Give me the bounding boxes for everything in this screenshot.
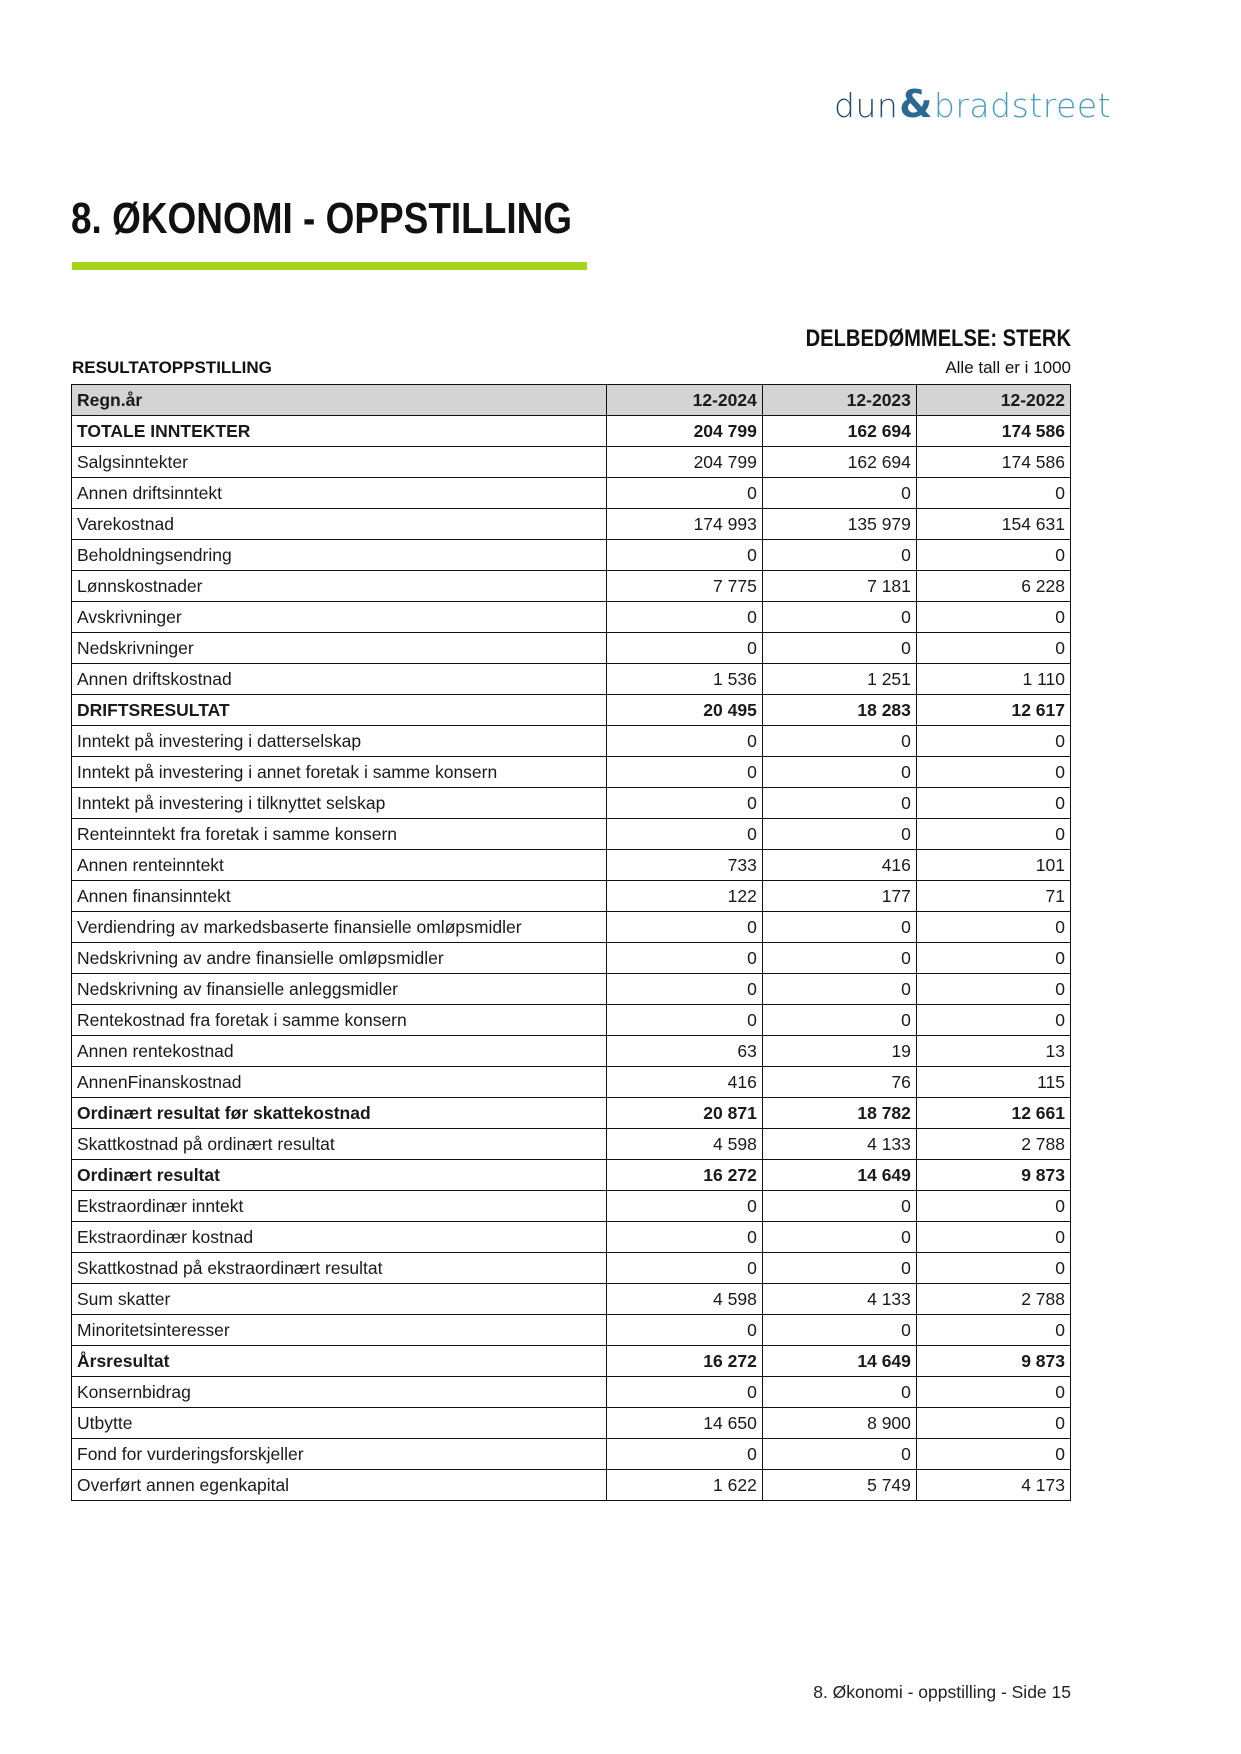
row-value: 20 495 bbox=[606, 695, 762, 726]
table-row bbox=[72, 695, 1071, 726]
table-row bbox=[72, 1036, 1071, 1067]
table-row bbox=[72, 1346, 1071, 1377]
row-value: 204 799 bbox=[606, 416, 762, 447]
row-value: 7 181 bbox=[762, 571, 916, 602]
header-year: 12-2024 bbox=[606, 385, 762, 416]
row-value: 20 871 bbox=[606, 1098, 762, 1129]
table-row bbox=[72, 1470, 1071, 1501]
row-value: 0 bbox=[916, 974, 1070, 1005]
logo-text-bradstreet: bradstreet bbox=[933, 86, 1112, 125]
row-value: 416 bbox=[606, 1067, 762, 1098]
page-footer: 8. Økonomi - oppstilling - Side 15 bbox=[813, 1682, 1071, 1702]
row-value: 76 bbox=[762, 1067, 916, 1098]
row-label: Varekostnad bbox=[72, 509, 607, 540]
row-value: 0 bbox=[606, 633, 762, 664]
row-value: 162 694 bbox=[762, 447, 916, 478]
row-value: 5 749 bbox=[762, 1470, 916, 1501]
row-label: Utbytte bbox=[72, 1408, 607, 1439]
row-value: 0 bbox=[762, 1191, 916, 1222]
row-value: 177 bbox=[762, 881, 916, 912]
row-value: 14 649 bbox=[762, 1346, 916, 1377]
row-value: 0 bbox=[606, 788, 762, 819]
row-value: 0 bbox=[606, 1439, 762, 1470]
row-label: Ordinært resultat før skattekostnad bbox=[72, 1098, 607, 1129]
table-row bbox=[72, 788, 1071, 819]
row-value: 122 bbox=[606, 881, 762, 912]
row-label: Overført annen egenkapital bbox=[72, 1470, 607, 1501]
row-value: 0 bbox=[916, 726, 1070, 757]
row-label: Skattkostnad på ekstraordinært resultat bbox=[72, 1253, 607, 1284]
row-value: 4 598 bbox=[606, 1284, 762, 1315]
row-label: Inntekt på investering i datterselskap bbox=[72, 726, 607, 757]
row-value: 0 bbox=[762, 1253, 916, 1284]
row-value: 0 bbox=[916, 1315, 1070, 1346]
row-value: 0 bbox=[916, 1408, 1070, 1439]
table-row bbox=[72, 602, 1071, 633]
dun-bradstreet-logo bbox=[834, 82, 1111, 126]
row-value: 0 bbox=[606, 1005, 762, 1036]
row-label: Minoritetsinteresser bbox=[72, 1315, 607, 1346]
header-year: 12-2023 bbox=[762, 385, 916, 416]
row-label: Ekstraordinær inntekt bbox=[72, 1191, 607, 1222]
row-value: 6 228 bbox=[916, 571, 1070, 602]
row-value: 115 bbox=[916, 1067, 1070, 1098]
table-row bbox=[72, 1160, 1071, 1191]
table-row bbox=[72, 1284, 1071, 1315]
table-row bbox=[72, 416, 1071, 447]
row-label: DRIFTSRESULTAT bbox=[72, 695, 607, 726]
row-label: Nedskrivning av finansielle anleggsmidler bbox=[72, 974, 607, 1005]
row-value: 0 bbox=[762, 1222, 916, 1253]
row-label: Avskrivninger bbox=[72, 602, 607, 633]
table-row bbox=[72, 1253, 1071, 1284]
row-label: AnnenFinanskostnad bbox=[72, 1067, 607, 1098]
row-value: 0 bbox=[606, 819, 762, 850]
row-value: 1 251 bbox=[762, 664, 916, 695]
row-value: 18 283 bbox=[762, 695, 916, 726]
row-value: 0 bbox=[762, 974, 916, 1005]
page-title: 8. ØKONOMI - OPPSTILLING bbox=[71, 194, 573, 243]
row-value: 14 650 bbox=[606, 1408, 762, 1439]
row-value: 0 bbox=[762, 819, 916, 850]
row-label: Sum skatter bbox=[72, 1284, 607, 1315]
row-value: 0 bbox=[916, 943, 1070, 974]
row-label: Inntekt på investering i tilknyttet selskap bbox=[72, 788, 607, 819]
row-value: 0 bbox=[916, 633, 1070, 664]
table-row bbox=[72, 1067, 1071, 1098]
row-value: 0 bbox=[762, 1315, 916, 1346]
section-title: RESULTATOPPSTILLING bbox=[72, 358, 272, 377]
table-row bbox=[72, 881, 1071, 912]
row-label: Ekstraordinær kostnad bbox=[72, 1222, 607, 1253]
table-row bbox=[72, 819, 1071, 850]
table-row bbox=[72, 664, 1071, 695]
row-value: 7 775 bbox=[606, 571, 762, 602]
row-label: Annen renteinntekt bbox=[72, 850, 607, 881]
row-value: 18 782 bbox=[762, 1098, 916, 1129]
row-value: 0 bbox=[916, 1377, 1070, 1408]
row-value: 14 649 bbox=[762, 1160, 916, 1191]
header-year: 12-2022 bbox=[916, 385, 1070, 416]
table-row bbox=[72, 1439, 1071, 1470]
row-value: 1 622 bbox=[606, 1470, 762, 1501]
row-value: 9 873 bbox=[916, 1346, 1070, 1377]
table-row bbox=[72, 757, 1071, 788]
row-value: 0 bbox=[606, 478, 762, 509]
table-row bbox=[72, 633, 1071, 664]
table-row bbox=[72, 1408, 1071, 1439]
row-label: Beholdningsendring bbox=[72, 540, 607, 571]
row-value: 162 694 bbox=[762, 416, 916, 447]
row-value: 0 bbox=[916, 819, 1070, 850]
row-label: Lønnskostnader bbox=[72, 571, 607, 602]
row-value: 0 bbox=[606, 602, 762, 633]
row-value: 733 bbox=[606, 850, 762, 881]
row-label: Annen rentekostnad bbox=[72, 1036, 607, 1067]
row-value: 135 979 bbox=[762, 509, 916, 540]
table-row bbox=[72, 1129, 1071, 1160]
row-value: 4 598 bbox=[606, 1129, 762, 1160]
row-label: Årsresultat bbox=[72, 1346, 607, 1377]
row-value: 1 536 bbox=[606, 664, 762, 695]
row-value: 0 bbox=[762, 1377, 916, 1408]
row-value: 0 bbox=[606, 974, 762, 1005]
row-value: 0 bbox=[762, 726, 916, 757]
table-header-row bbox=[72, 385, 1071, 416]
table-row bbox=[72, 447, 1071, 478]
row-value: 0 bbox=[762, 602, 916, 633]
row-value: 0 bbox=[762, 943, 916, 974]
table-row bbox=[72, 1315, 1071, 1346]
row-value: 8 900 bbox=[762, 1408, 916, 1439]
row-value: 0 bbox=[762, 540, 916, 571]
row-value: 4 133 bbox=[762, 1284, 916, 1315]
row-value: 0 bbox=[606, 540, 762, 571]
table-row bbox=[72, 478, 1071, 509]
row-label: Nedskrivninger bbox=[72, 633, 607, 664]
row-value: 19 bbox=[762, 1036, 916, 1067]
row-label: Verdiendring av markedsbaserte finansielle omløpsmidler bbox=[72, 912, 607, 943]
row-value: 0 bbox=[916, 478, 1070, 509]
row-label: Rentekostnad fra foretak i samme konsern bbox=[72, 1005, 607, 1036]
row-value: 0 bbox=[762, 1439, 916, 1470]
row-value: 0 bbox=[606, 912, 762, 943]
row-value: 0 bbox=[916, 788, 1070, 819]
table-row bbox=[72, 1222, 1071, 1253]
table-row bbox=[72, 571, 1071, 602]
row-value: 12 661 bbox=[916, 1098, 1070, 1129]
row-label: Salgsinntekter bbox=[72, 447, 607, 478]
row-value: 154 631 bbox=[916, 509, 1070, 540]
row-label: Ordinært resultat bbox=[72, 1160, 607, 1191]
row-value: 0 bbox=[916, 1222, 1070, 1253]
row-value: 0 bbox=[916, 1253, 1070, 1284]
row-value: 12 617 bbox=[916, 695, 1070, 726]
row-value: 0 bbox=[606, 1377, 762, 1408]
row-label: Renteinntekt fra foretak i samme konsern bbox=[72, 819, 607, 850]
row-value: 0 bbox=[762, 1005, 916, 1036]
row-value: 4 133 bbox=[762, 1129, 916, 1160]
row-label: TOTALE INNTEKTER bbox=[72, 416, 607, 447]
row-label: Annen finansinntekt bbox=[72, 881, 607, 912]
table-row bbox=[72, 974, 1071, 1005]
row-value: 1 110 bbox=[916, 664, 1070, 695]
row-value: 0 bbox=[606, 757, 762, 788]
table-row bbox=[72, 1098, 1071, 1129]
row-label: Annen driftskostnad bbox=[72, 664, 607, 695]
title-accent-bar bbox=[72, 262, 587, 270]
row-value: 0 bbox=[916, 1439, 1070, 1470]
row-value: 2 788 bbox=[916, 1129, 1070, 1160]
table-row bbox=[72, 850, 1071, 881]
row-label: Nedskrivning av andre finansielle omløpsmidler bbox=[72, 943, 607, 974]
row-value: 0 bbox=[762, 633, 916, 664]
row-label: Konsernbidrag bbox=[72, 1377, 607, 1408]
row-value: 2 788 bbox=[916, 1284, 1070, 1315]
row-value: 204 799 bbox=[606, 447, 762, 478]
table-row bbox=[72, 1191, 1071, 1222]
logo-ampersand-icon: & bbox=[899, 82, 933, 126]
income-statement-table bbox=[71, 384, 1071, 1501]
rating-label: DELBEDØMMELSE: STERK bbox=[805, 325, 1071, 352]
row-value: 0 bbox=[916, 602, 1070, 633]
row-value: 101 bbox=[916, 850, 1070, 881]
table-body bbox=[72, 416, 1071, 1501]
row-value: 0 bbox=[916, 912, 1070, 943]
row-value: 71 bbox=[916, 881, 1070, 912]
row-value: 13 bbox=[916, 1036, 1070, 1067]
units-note: Alle tall er i 1000 bbox=[945, 358, 1071, 377]
row-value: 174 586 bbox=[916, 416, 1070, 447]
table-row bbox=[72, 912, 1071, 943]
table-row bbox=[72, 1377, 1071, 1408]
row-value: 0 bbox=[916, 1191, 1070, 1222]
header-label: Regn.år bbox=[72, 385, 607, 416]
row-value: 63 bbox=[606, 1036, 762, 1067]
row-value: 0 bbox=[606, 1315, 762, 1346]
row-value: 416 bbox=[762, 850, 916, 881]
table-row bbox=[72, 540, 1071, 571]
row-value: 0 bbox=[916, 540, 1070, 571]
row-label: Annen driftsinntekt bbox=[72, 478, 607, 509]
row-value: 9 873 bbox=[916, 1160, 1070, 1191]
row-value: 0 bbox=[762, 478, 916, 509]
row-label: Inntekt på investering i annet foretak i samme konsern bbox=[72, 757, 607, 788]
row-value: 0 bbox=[916, 1005, 1070, 1036]
row-value: 0 bbox=[606, 726, 762, 757]
row-value: 16 272 bbox=[606, 1346, 762, 1377]
row-value: 174 586 bbox=[916, 447, 1070, 478]
row-value: 16 272 bbox=[606, 1160, 762, 1191]
table-row bbox=[72, 1005, 1071, 1036]
row-value: 0 bbox=[606, 1191, 762, 1222]
row-value: 0 bbox=[916, 757, 1070, 788]
row-value: 174 993 bbox=[606, 509, 762, 540]
row-value: 0 bbox=[762, 912, 916, 943]
row-value: 0 bbox=[606, 1253, 762, 1284]
table-row bbox=[72, 943, 1071, 974]
row-value: 0 bbox=[606, 943, 762, 974]
row-value: 0 bbox=[606, 1222, 762, 1253]
row-label: Skattkostnad på ordinært resultat bbox=[72, 1129, 607, 1160]
row-label: Fond for vurderingsforskjeller bbox=[72, 1439, 607, 1470]
table-row bbox=[72, 509, 1071, 540]
row-value: 0 bbox=[762, 788, 916, 819]
row-value: 4 173 bbox=[916, 1470, 1070, 1501]
row-value: 0 bbox=[762, 757, 916, 788]
table-row bbox=[72, 726, 1071, 757]
logo-text-dun: dun bbox=[834, 86, 899, 125]
